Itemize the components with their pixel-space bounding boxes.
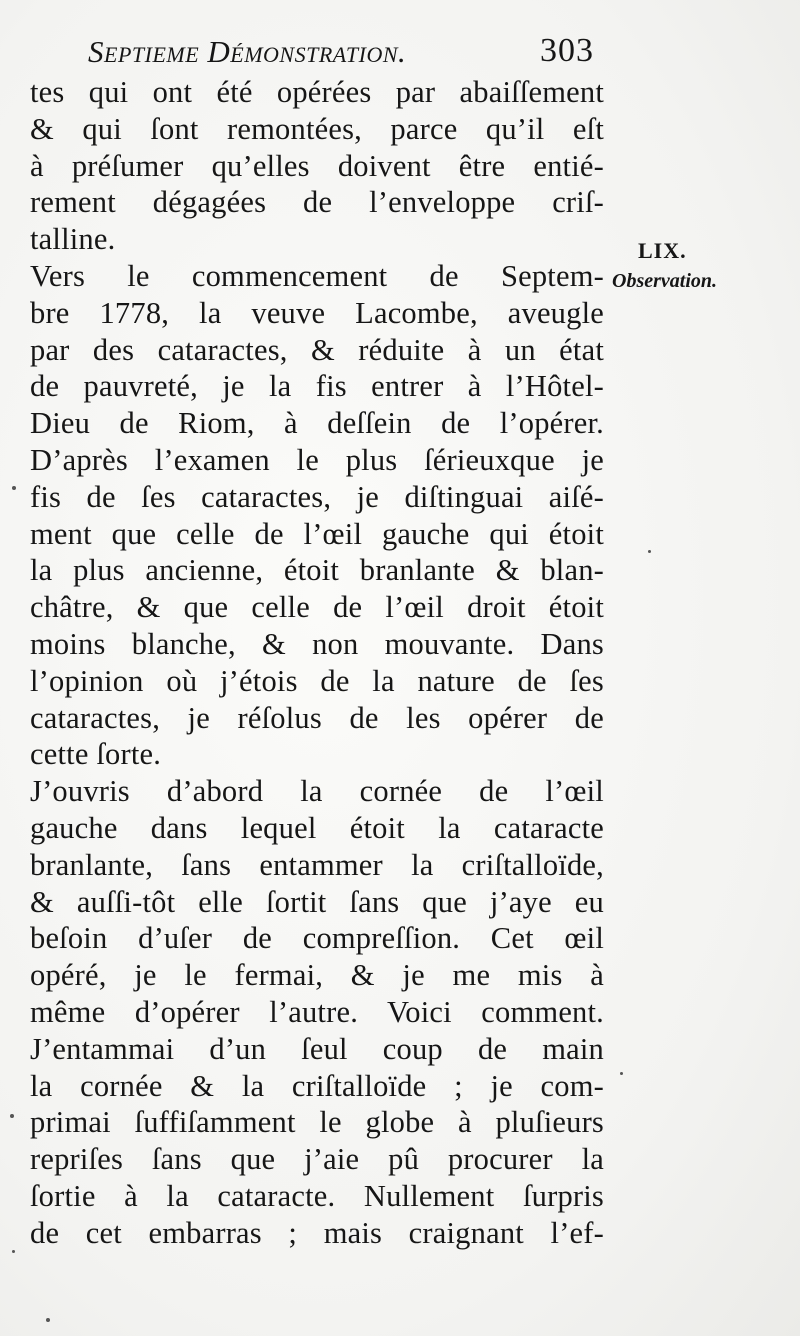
- text-line: à préſumer qu’elles doivent être entié-: [30, 148, 604, 183]
- page-number: 303: [540, 32, 594, 69]
- page-header: [88, 30, 600, 74]
- text-line: D’après l’examen le plus ſérieuxque je: [30, 442, 604, 477]
- text-line: de cet embarras ; mais craignant l’ef-: [30, 1215, 604, 1250]
- text-line: rement dégagées de l’enveloppe criſ-: [30, 185, 604, 220]
- text-line: ſortie à la cataracte. Nullement ſurpris: [30, 1178, 604, 1213]
- text-line: ment que celle de l’œil gauche qui étoit: [30, 516, 604, 551]
- text-line: branlante, ſans entammer la criſtalloïde,: [30, 847, 604, 882]
- text-line: & auſſi-tôt elle ſortit ſans que j’aye eu: [30, 884, 604, 919]
- text-line: beſoin d’uſer de compreſſion. Cet œil: [30, 921, 604, 956]
- text-line: J’entammai d’un ſeul coup de main: [30, 1031, 604, 1066]
- text-line: moins blanche, & non mouvante. Dans: [30, 626, 604, 661]
- text-line: Dieu de Riom, à deſſein de l’opérer.: [30, 406, 604, 441]
- body-text: [30, 74, 604, 1252]
- ink-speck: [12, 1250, 15, 1253]
- text-line: bre 1778, la veuve Lacombe, aveugle: [30, 295, 604, 330]
- text-line: talline.: [30, 222, 116, 257]
- observation-number: LIX.: [638, 238, 687, 263]
- text-line: cette ſorte.: [30, 737, 162, 772]
- ink-speck: [648, 550, 651, 553]
- ink-speck: [46, 1318, 50, 1322]
- observation-label: Observation.: [612, 270, 717, 292]
- text-line: & qui ſont remontées, parce qu’il eſt: [30, 111, 604, 146]
- text-line: tes qui ont été opérées par abaiſſement: [30, 75, 604, 109]
- text-line: de pauvreté, je la fis entrer à l’Hôtel-: [30, 369, 604, 404]
- ink-speck: [12, 486, 16, 490]
- text-line: l’opinion où j’étois de la nature de ſes: [30, 663, 604, 698]
- text-line: la plus ancienne, étoit branlante & blan-: [30, 553, 604, 588]
- text-line: J’ouvris d’abord la cornée de l’œil: [30, 774, 604, 809]
- text-line: châtre, & que celle de l’œil droit étoit: [30, 590, 604, 625]
- text-line: opéré, je le fermai, & je me mis à: [30, 958, 604, 993]
- running-title: Septieme Démonstration.: [88, 34, 407, 69]
- ink-speck: [620, 1072, 623, 1075]
- text-line: repriſes ſans que j’aie pû procurer la: [30, 1142, 604, 1177]
- ink-speck: [10, 1114, 14, 1118]
- text-line: par des cataractes, & réduite à un état: [30, 332, 604, 367]
- text-line: même d’opérer l’autre. Voici comment.: [30, 994, 604, 1029]
- text-line: cataractes, je réſolus de les opérer de: [30, 700, 604, 735]
- text-line: la cornée & la criſtalloïde ; je com-: [30, 1068, 604, 1103]
- text-line: gauche dans lequel étoit la cataracte: [30, 810, 604, 845]
- text-line: fis de ſes cataractes, je diſtinguai aiſé-: [30, 479, 604, 514]
- text-line: primai ſuffiſamment le globe à pluſieurs: [30, 1105, 604, 1140]
- text-line: Vers le commencement de Septem-: [30, 258, 604, 293]
